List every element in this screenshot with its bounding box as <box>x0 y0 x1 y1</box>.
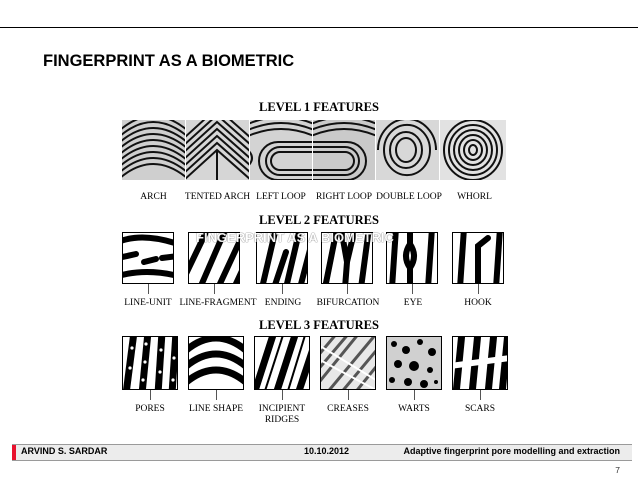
pores-leader <box>150 390 151 400</box>
footer-accent <box>12 445 16 460</box>
pores-caption: PORES <box>135 404 165 414</box>
incipient-ridges-caption: INCIPIENT RIDGES <box>258 404 306 425</box>
line-unit-ridge-image <box>122 232 174 284</box>
top-rule <box>0 27 638 28</box>
overlay-title-text: FINGERPRINT AS A BIOMETRIC <box>196 230 394 245</box>
warts-leader <box>414 390 415 400</box>
double-loop-caption: DOUBLE LOOP <box>376 192 442 202</box>
whorl-caption: WHORL <box>457 192 492 202</box>
scars-caption: SCARS <box>464 404 496 414</box>
ending-caption: ENDING <box>264 298 302 308</box>
left-loop-fingerprint-image <box>250 120 312 180</box>
hook-caption: HOOK <box>464 298 492 308</box>
fingerprint-features-figure <box>118 98 520 428</box>
double-loop-fingerprint-image <box>376 120 439 180</box>
slide-title: FINGERPRINT AS A BIOMETRIC <box>43 52 295 70</box>
warts-caption: WARTS <box>398 404 430 414</box>
eye-leader <box>412 284 413 294</box>
warts-ridge-image <box>386 336 442 390</box>
creases-ridge-image <box>320 336 376 390</box>
ending-leader <box>282 284 283 294</box>
arch-caption: ARCH <box>140 192 167 202</box>
right-loop-fingerprint-image <box>313 120 375 180</box>
line-unit-caption: LINE-UNIT <box>124 298 172 308</box>
line-shape-ridge-image <box>188 336 244 390</box>
hook-leader <box>478 284 479 294</box>
arch-fingerprint-image <box>122 120 185 180</box>
line-fragment-leader <box>214 284 215 294</box>
line-shape-caption: LINE SHAPE <box>188 404 244 414</box>
left-loop-caption: LEFT LOOP <box>256 192 306 202</box>
footer-author: ARVIND S. SARDAR <box>21 446 108 456</box>
incipient-ridges-image <box>254 336 310 390</box>
footer-bar <box>12 444 632 461</box>
scars-leader <box>480 390 481 400</box>
whorl-fingerprint-image <box>440 120 506 180</box>
level-3-heading: LEVEL 3 FEATURES <box>259 318 379 332</box>
footer-date: 10.10.2012 <box>304 446 350 456</box>
footer-title: Adaptive fingerprint pore modelling and extraction <box>403 446 620 456</box>
tented-arch-caption: TENTED ARCH <box>184 192 251 202</box>
tented-arch-fingerprint-image <box>186 120 249 180</box>
level-1-heading: LEVEL 1 FEATURES <box>259 100 379 114</box>
line-fragment-caption: LINE-FRAGMENT <box>179 298 257 308</box>
hook-ridge-image <box>452 232 504 284</box>
line-unit-leader <box>148 284 149 294</box>
creases-leader <box>348 390 349 400</box>
level-2-heading: LEVEL 2 FEATURES <box>259 213 379 227</box>
eye-caption: EYE <box>403 298 423 308</box>
page-number: 7 <box>615 465 620 475</box>
right-loop-caption: RIGHT LOOP <box>315 192 373 202</box>
line-shape-leader <box>216 390 217 400</box>
incipient-ridges-leader <box>282 390 283 400</box>
bifurcation-caption: BIFURCATION <box>316 298 380 308</box>
creases-caption: CREASES <box>327 404 369 414</box>
pores-ridge-image <box>122 336 178 390</box>
scars-ridge-image <box>452 336 508 390</box>
bifurcation-leader <box>347 284 348 294</box>
